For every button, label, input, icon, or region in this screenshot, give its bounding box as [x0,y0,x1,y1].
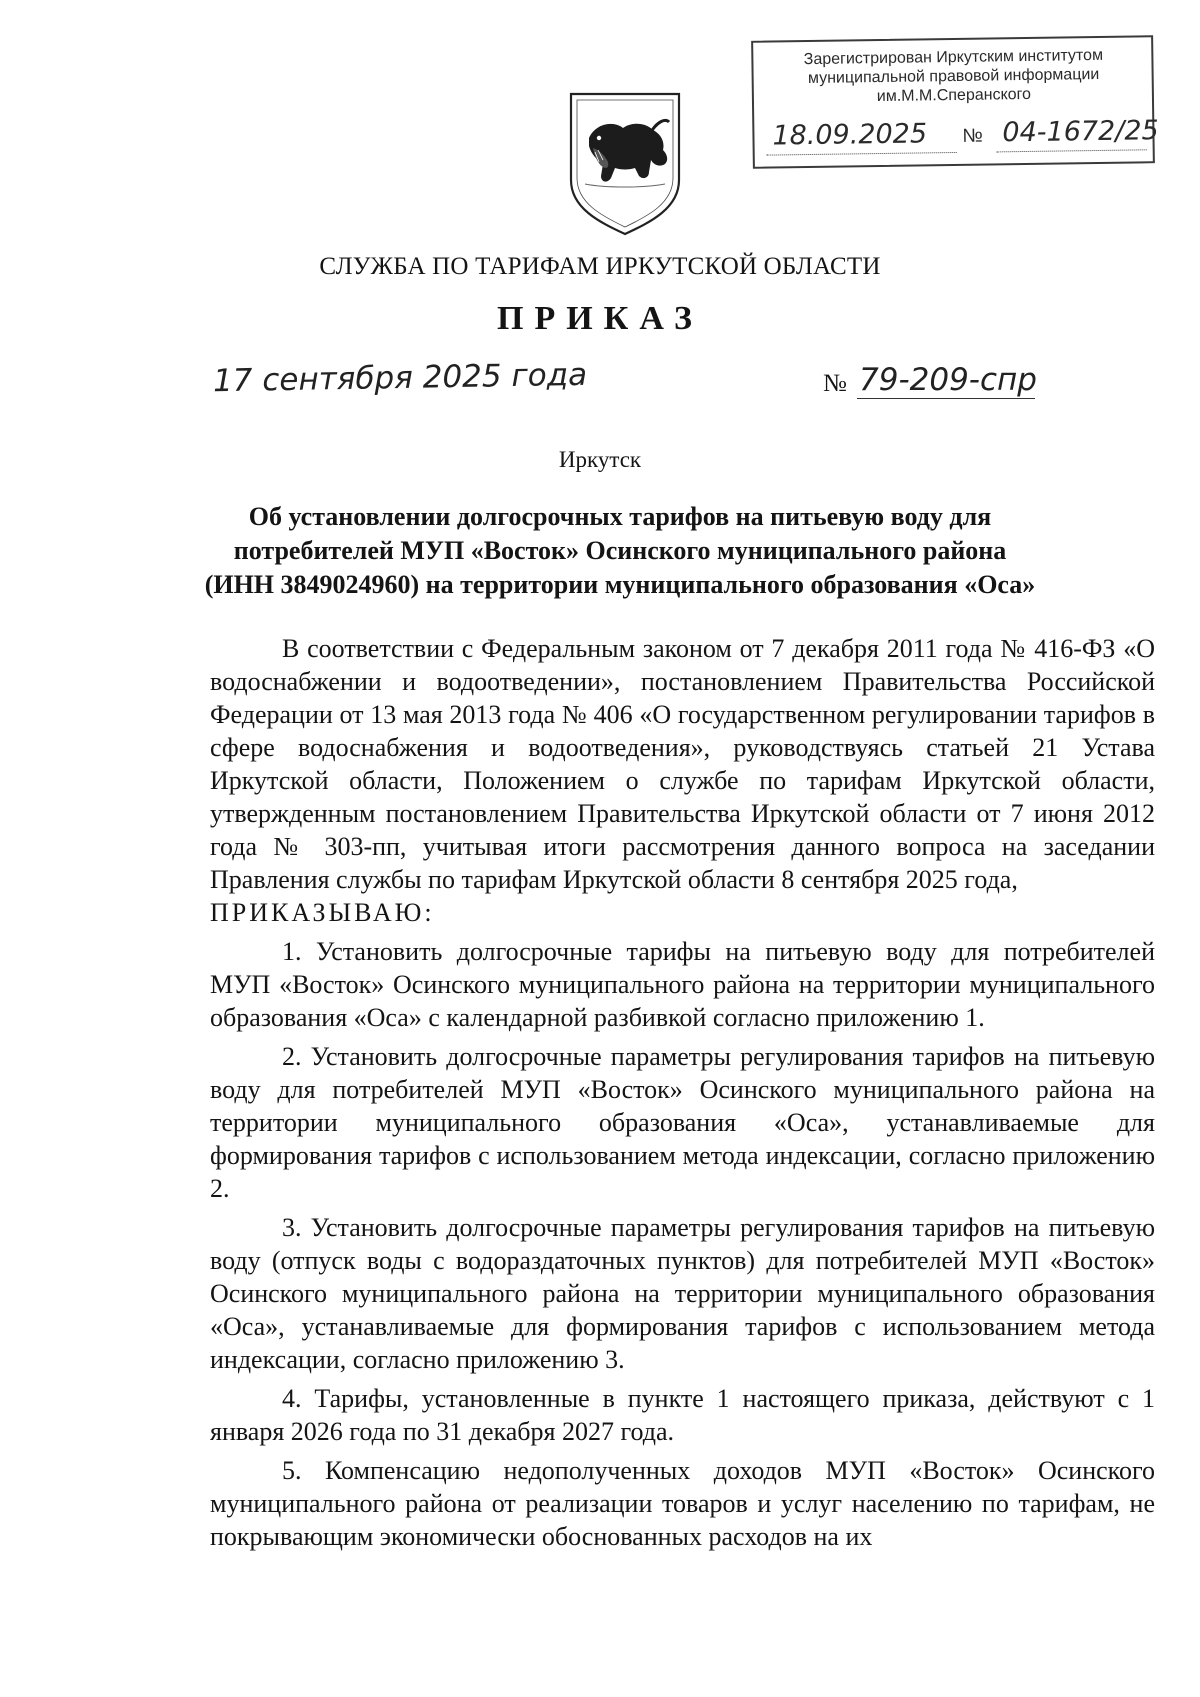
document-heading [180,500,1060,602]
order-item: 1. Установить долгосрочные тарифы на питьевую воду для потребителей МУП «Восток» Осинского муниципального района на территории муниципального образования «Оса» с календарной разбивкой согласно приложению 1. [210,937,1155,1032]
order-item: 2. Установить долгосрочные параметры регулирования тарифов на питьевую воду для потребителей МУП «Восток» Осинского муниципального района на территории муниципального образования «Оса», устанавливаемые для формирования тарифов с использованием метода индексации, согласно приложению 2. [210,1042,1155,1203]
order-word: ПРИКАЗЫВАЮ: [210,898,435,927]
irkutsk-coat-of-arms-icon [565,88,685,238]
document-body [210,632,1155,1553]
order-number-label: № [823,370,847,397]
order-item: 4. Тарифы, установленные в пункте 1 настоящего приказа, действуют с 1 января 2026 года по 31 декабря 2027 года. [210,1384,1155,1446]
heading-line: потребителей МУП «Восток» Осинского муниципального района [233,536,1007,565]
stamp-date-underline [767,152,957,157]
stamp-number-handwritten: 04-1672/25 [1002,115,1159,149]
order-number [823,362,1073,406]
order-number-handwritten: 79-209-спр [859,362,1037,398]
order-date-handwritten: 17 сентября 2025 года [212,356,588,400]
order-title: ПРИКАЗ [497,300,703,337]
heading-line: (ИНН 3849024960) на территории муниципального образования «Оса» [204,570,1036,599]
stamp-number-label: № [962,125,984,147]
stamp-number-underline [997,149,1147,153]
stamp-date-handwritten: 18.09.2025 [772,118,928,152]
registration-stamp [751,35,1159,169]
organization-name: СЛУЖБА ПО ТАРИФАМ ИРКУТСКОЙ ОБЛАСТИ [319,253,881,280]
stamp-registration-row [766,115,1159,160]
order-item: 5. Компенсацию недополученных доходов МУП «Восток» Осинского муниципального района от реализации товаров и услуг населению по тарифам, не покрывающим экономически обоснованных расходов на их [210,1456,1155,1551]
order-item: 3. Установить долгосрочные параметры регулирования тарифов на питьевую воду (отпуск воды с водораздаточных пунктов) для потребителей МУП «Восток» Осинского муниципального района на территории муниципального образования «Оса», устанавливаемые для формирования тарифов с использованием метода индексации, согласно приложению 3. [210,1213,1155,1374]
order-number-underline [857,398,1035,399]
stamp-line-3: им.М.М.Сперанского [876,85,1032,106]
heading-line: Об установлении долгосрочных тарифов на питьевую воду для [248,502,992,531]
preamble-paragraph: В соответствии с Федеральным законом от 7 декабря 2011 года № 416-ФЗ «О водоснабжении и водоотведении», постановлением Правительства Российской Федерации от 13 мая 2013 года № 406 «О государственном регулировании тарифов в сфере водоснабжения и водоотведения», руководствуясь статьей 21 Устава Иркутской области, Положением о службе по тарифам Иркутской области, утвержденным постановлением Правительства Иркутской области от 7 июня 2012 года № 303-пп, учитывая итоги рассмотрения данного вопроса на заседании Правления службы по тарифам Иркутской области 8 сентября 2025 года, [210,634,1155,894]
stamp-line-1: Зарегистрирован Иркутским институтом [803,46,1104,69]
city-name: Иркутск [558,447,642,472]
stamp-line-2: муниципальной правовой информации [807,65,1100,88]
